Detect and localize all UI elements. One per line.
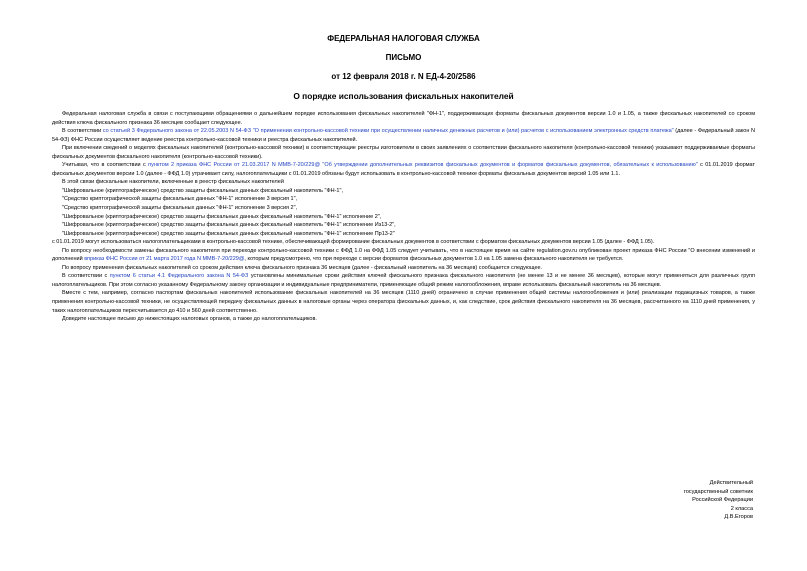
list-item: "Шифровальное (криптографическое) средство защиты фискальных данных фискальный накопитель "ФН-1" исполнение Из13-2", xyxy=(62,222,396,229)
list-item: "Средство криптографической защиты фискальных данных "ФН-1" исполнение 3 версия 1", xyxy=(62,196,298,203)
paragraph-text: установлены минимальные сроки действия ключей фискального признака фискального накопителя (не менее 13 и не менее 36 месяцев), которые могут применяться для различных групп налогоплательщиков. При этом согласно указанному Федеральному закону организации и индивидуальные предприниматели, применяющие общий режим налогообложения, вправе использовать фискальный накопитель на 36 месяцев. xyxy=(52,273,755,288)
law-54fz-article4-1-link[interactable]: пунктом 6 статьи 4.1 Федерального закона N 54-ФЗ xyxy=(109,273,249,280)
paragraph-ffd-105: с 01.01.2019 могут использоваться налогоплательщиками в контрольно-кассовой технике, обеспечивающей формирование фискальных документов в соответствии с форматом фискальных документов версии 1.05 (далее - ФФД 1.05). xyxy=(52,239,655,246)
paragraph-closing: Доведите настоящее письмо до нижестоящих налоговых органов, а также до налогоплательщиков. xyxy=(62,316,317,323)
paragraph-passports: Вместе с тем, например, согласно паспортам фискальных накопителей использование фискальных накопителей на 36 месяцев (1110 дней) ограничено в случае применения общей системы налогообложения и (или) реализации подакцизных товаров, а также применения контрольно-кассовой техники, не осуществляющей передачу фискальных данных в налоговые органы через оператора фискальных данных, и, как следствие, срок действия фискального накопителя на 36 месяцев, рассчитанного на 1110 дней применения, у таких налогоплательщиков пересчитывается до 410 и 560 дней соответственно. xyxy=(52,290,755,314)
signature-rank-line: Действительный xyxy=(709,480,753,486)
paragraph-text: с 01.01.2019 формат фискальных документов версии 1.0 (далее - ФФД 1.0) утрачивает силу, налогоплательщики с 01.01.2019 обязаны будут использовать в контрольно-кассовой технике форматы фискальных документов версий 1.05 или 1.1. xyxy=(52,162,755,177)
paragraph-minimal-terms xyxy=(52,272,755,289)
agency-title: ФЕДЕРАЛЬНАЯ НАЛОГОВАЯ СЛУЖБА xyxy=(327,34,480,43)
order-229-link[interactable]: пунктом 2 приказа ФНС России от 21.03.2017 N ММВ-7-20/229@ "Об утверждении дополнительных реквизитов фискальных документов и форматов фискальных документов, обязательных к использованию" xyxy=(148,162,698,169)
list-item: "Шифровальное (криптографическое) средство защиты фискальных данных фискальный накопитель "ФН-1" исполнение Пр13-2" xyxy=(62,230,395,237)
signature-rank-line: 2 класса xyxy=(730,505,753,512)
signature-rank-line: государственный советник xyxy=(683,488,753,495)
list-item: "Средство криптографической защиты фискальных данных "ФН-1" исполнение 3 версия 2", xyxy=(62,205,298,212)
paragraph-list-intro: В этой связи фискальные накопители, включенные в реестр фискальных накопителей xyxy=(62,179,284,186)
document-type: ПИСЬМО xyxy=(385,53,422,62)
signature-rank-line: Российской Федерации xyxy=(692,497,753,504)
paragraph-manufacturers: При включении сведений о моделях фискальных накопителей (контрольно-кассовой техники) в соответствующие реестры изготовители в своих заявлениях о соответствии фискального накопителя (контрольно-кассовой техники) указывают поддерживаемые форматы фискальных документов фискального накопителя (контрольно-кассовой техники). xyxy=(52,145,755,160)
paragraph-text: (далее - Федеральный закон N 54-ФЗ) ФНС России осуществляет ведение реестра контрольно-кассовой техники и реестра фискальных накопителей. xyxy=(52,128,755,143)
paragraph-text: , которым предусмотрено, что при переходе с версии форматов фискальных документов 1.0 на 1.05 замена фискального накопителя не требуется. xyxy=(244,256,624,263)
paragraph-replacement xyxy=(52,247,755,264)
paragraph-intro: Федеральная налоговая служба в связи с поступающими обращениями о дальнейшем порядке использования фискальных накопителей "ФН-1", поддерживающих форматы фискальных документов версии 1.0 и 1.05, а также фискальных накопителей со сроком действия ключа фискального признака 36 месяцев сообщает следующее. xyxy=(52,111,755,126)
signatory-name: Д.В.Егоров xyxy=(724,514,753,521)
signature-block xyxy=(684,479,753,522)
paragraph-ffd-formats xyxy=(52,161,755,178)
order-229-amendment-link[interactable]: вприказ ФНС России от 21 марта 2017 года N ММВ-7-20/229@ xyxy=(84,256,245,263)
paragraph-text: В соответствии xyxy=(62,128,103,135)
list-item: "Шифровальное (криптографическое) средство защиты фискальных данных фискальный накопитель "ФН-1", xyxy=(62,187,343,194)
document-subject: О порядке использования фискальных накопителей xyxy=(293,91,514,101)
paragraph-text: Учитывая, что в соответствии с xyxy=(62,162,149,169)
law-54fz-article3-link[interactable]: со статьей 3 Федерального закона от 22.05.2003 N 54-ФЗ "О применении контрольно-кассовой техники при осуществлении наличных денежных расчетов и (или) расчетов с использованием электронных средств платежа" xyxy=(102,128,674,135)
paragraph-text: По вопросу необходимости замены фискального накопителя при переходе контрольно-кассовой техники с ФФД 1.0 на ФФД 1.05 следует учитывать, что в настоящее время на сайте regulation.gov.ru опубликован проект приказа ФНС России "О внесении изменений и дополнений xyxy=(52,247,755,263)
paragraph-36-months-intro: По вопросу применения фискальных накопителей со сроком действия ключа фискального признака 36 месяцев (далее - фискальный накопитель на 36 месяцев) сообщается следующее. xyxy=(62,264,543,271)
list-item: "Шифровальное (криптографическое) средство защиты фискальных данных фискальный накопитель "ФН-1" исполнение 2", xyxy=(62,213,382,220)
document-date-number: от 12 февраля 2018 г. N ЕД-4-20/2586 xyxy=(331,72,476,81)
document-body xyxy=(52,110,755,324)
paragraph-text: В соответствии с xyxy=(62,273,110,280)
paragraph-registry xyxy=(52,127,755,144)
